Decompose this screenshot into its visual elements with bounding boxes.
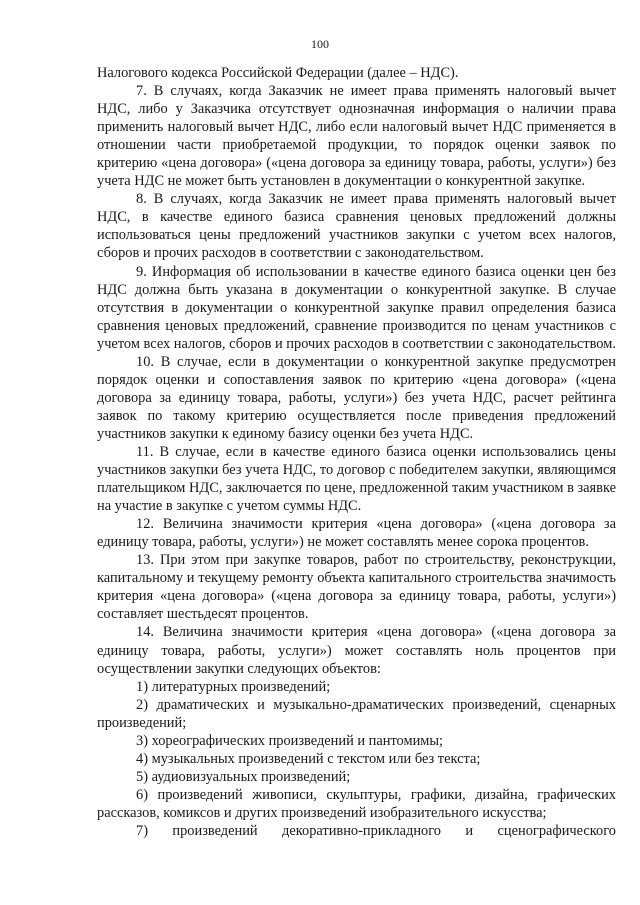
paragraph-9: 9. Информация об использовании в качестве единого базиса оценки цен без НДС должна быть указана в документации о конкурентной закупке. В случае отсутствия в документации о конкурентной закупке правил определения базиса сравнения ценовых предложений, сравнение производится по ценам участников с учетом всех налогов, сборов и прочих расходов в соответствии с законодательством. bbox=[97, 263, 616, 352]
list-item-2: 2) драматических и музыкально-драматических произведений, сценарных произведений; bbox=[97, 696, 616, 731]
document-body bbox=[97, 64, 616, 840]
paragraph-10: 10. В случае, если в документации о конкурентной закупке предусмотрен порядок оценки и сопоставления заявок по критерию «цена договора» («цена договора за единицу товара, работы, услуги») без учета НДС, расчет рейтинга заявок по такому критерию осуществляется после приведения предложений участников закупки к единому базису оценки без учета НДС. bbox=[97, 353, 616, 442]
paragraph-11: 11. В случае, если в качестве единого базиса оценки использовались цены участников закупки без учета НДС, то договор с победителем закупки, являющимся плательщиком НДС, заключается по цене, предложенной таким участником в заявке на участие в закупке с учетом суммы НДС. bbox=[97, 443, 616, 515]
list-item-1: 1) литературных произведений; bbox=[136, 678, 331, 695]
paragraph-14: 14. Величина значимости критерия «цена договора» («цена договора за единицу товара, работы, услуги») может составлять ноль процентов при осуществлении закупки следующих объектов: bbox=[97, 624, 616, 677]
list-item-4: 4) музыкальных произведений с текстом или без текста; bbox=[136, 750, 481, 767]
paragraph-8: 8. В случаях, когда Заказчик не имеет права применять налоговый вычет НДС, в качестве единого базиса сравнения ценовых предложений должны использоваться цены предложений участников закупки с учетом всех налогов, сборов и прочих расходов в соответствии с законодательством. bbox=[97, 191, 616, 262]
page-number: 100 bbox=[311, 37, 329, 51]
list-item-3: 3) хореографических произведений и пантомимы; bbox=[136, 732, 444, 749]
list-item-5: 5) аудиовизуальных произведений; bbox=[136, 768, 351, 785]
paragraph-continuation: Налогового кодекса Российской Федерации (далее – НДС). bbox=[97, 65, 459, 81]
list-item-7: 7) произведений декоративно-прикладного и сценографического bbox=[136, 822, 616, 839]
paragraph-7: 7. В случаях, когда Заказчик не имеет права применять налоговый вычет НДС, либо у Заказчика отсутствует однозначная информация о наличии права применить налоговый вычет НДС, либо если налоговый вычет НДС применяется в отношении части приобретаемой продукции, то порядок оценки заявок по критерию «цена договора» («цена договора за единицу товара, работы, услуги») без учета НДС не может быть установлен в документации о конкурентной закупке. bbox=[97, 83, 616, 190]
list-item-6: 6) произведений живописи, скульптуры, графики, дизайна, графических рассказов, комиксов и других произведений изобразительного искусства; bbox=[97, 786, 616, 821]
paragraph-13: 13. При этом при закупке товаров, работ по строительству, реконструкции, капитальному и текущему ремонту объекта капитального строительства значимость критерия «цена договора» («цена договора за единицу товара, работы, услуги») составляет шестьдесят процентов. bbox=[97, 552, 616, 623]
paragraph-12: 12. Величина значимости критерия «цена договора» («цена договора за единицу товара, работы, услуги») не может составлять менее сорока процентов. bbox=[97, 516, 616, 551]
